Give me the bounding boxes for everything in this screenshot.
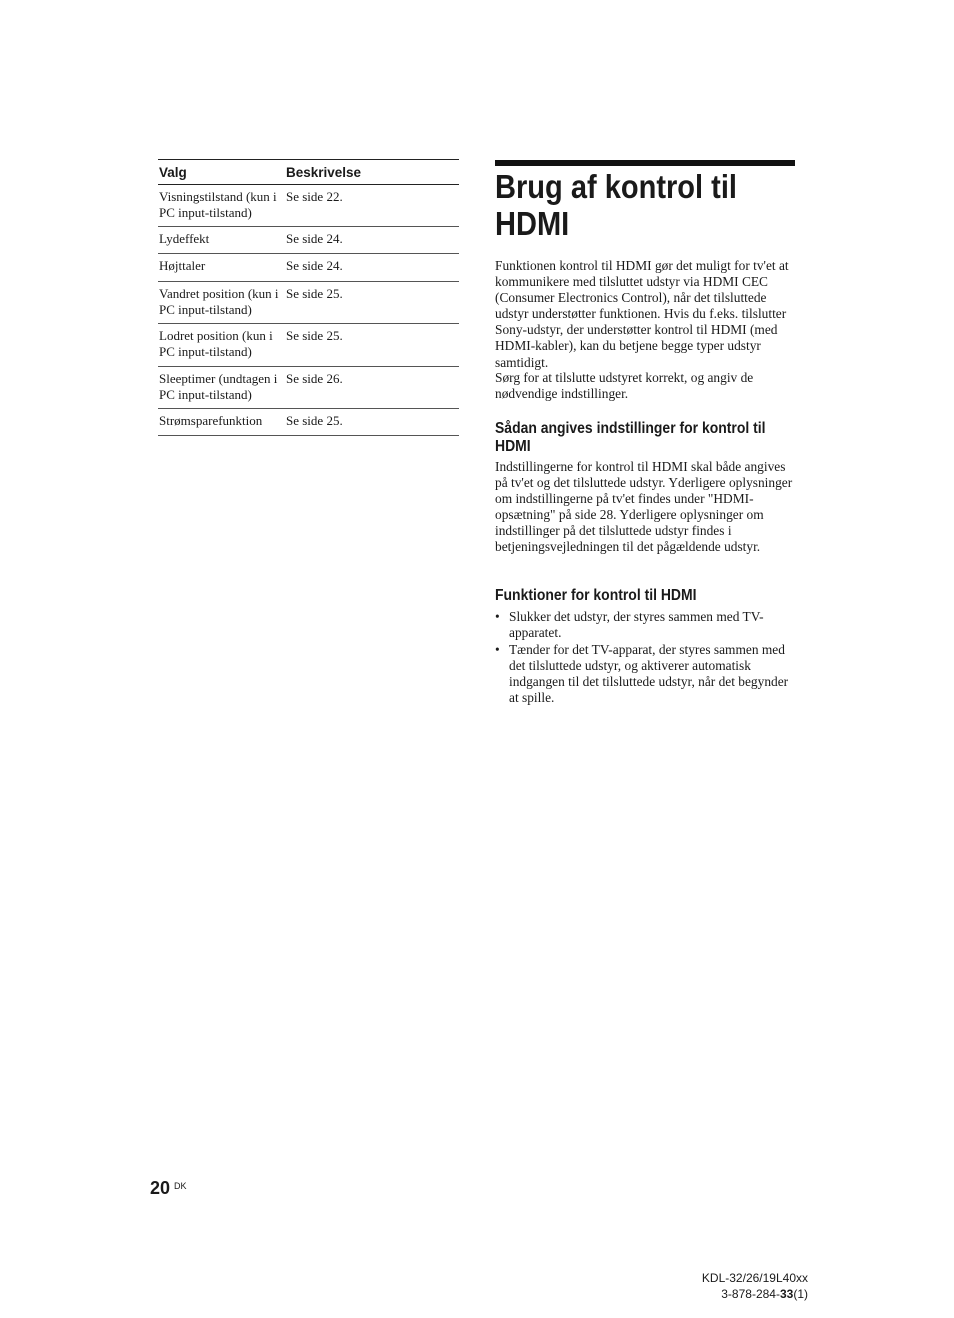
table-row [158, 367, 459, 409]
row-option: Lydeffekt [159, 231, 210, 246]
bullet-icon: • [495, 642, 500, 658]
row-option: Strømsparefunktion [159, 413, 263, 428]
list-item [495, 609, 795, 641]
table-row [158, 254, 459, 282]
document-code: 3-878-284-33(1) [721, 1287, 808, 1301]
page-title [495, 168, 794, 242]
row-option: Vandret position (kun i PC input-tilstand) [159, 286, 279, 317]
table-row [158, 409, 459, 436]
intro-paragraph: Funktionen kontrol til HDMI gør det muligt for tv'et at kommunikere med tilsluttet udstyr via HDMI CEC (Consumer Electronics Control), når det tilsluttede udstyr understøtter funktionen. Hvis du f.eks. tilslutter Sony-udstyr, der understøtter kontrol til HDMI (med HDMI-kabler), kan du betjene begge typer udstyr samtidigt. [495, 258, 789, 370]
table-header [158, 159, 459, 185]
page-number: 20 [150, 1178, 171, 1198]
table-row [158, 227, 459, 254]
row-description: Se side 24. [286, 258, 343, 273]
header-option: Valg [159, 164, 187, 180]
list-item-text: Slukker det udstyr, der styres sammen med TV-apparatet. [509, 609, 764, 641]
row-option: Højttaler [159, 258, 206, 273]
table-row [158, 324, 459, 367]
row-option: Visningstilstand (kun i PC input-tilstand) [159, 189, 277, 220]
functions-list [495, 609, 795, 708]
page-title-line2: HDMI [495, 205, 570, 242]
row-description: Se side 22. [286, 189, 343, 204]
row-option: Sleeptimer (undtagen i PC input-tilstand) [159, 371, 278, 402]
subheading-settings: Sådan angives indstillinger for kontrol til HDMI [495, 420, 766, 455]
list-item [495, 642, 795, 706]
row-option: Lodret position (kun i PC input-tilstand) [159, 328, 273, 359]
settings-paragraph: Indstillingerne for kontrol til HDMI skal både angives på tv'et og det tilsluttede udstyr. Yderligere oplysninger om indstillingerne på tv'et findes under "HDMI-opsætning" på side 28. Yderligere oplysninger om indstillinger på det tilsluttede udstyr findes i betjeningsvejledningen til det pågældende udstyr. [495, 459, 793, 555]
page-title-line1: Brug af kontrol til [495, 168, 737, 205]
subheading-functions: Funktioner for kontrol til HDMI [495, 587, 697, 604]
row-description: Se side 25. [286, 413, 343, 428]
row-description: Se side 26. [286, 371, 343, 386]
row-description: Se side 24. [286, 231, 343, 246]
row-description: Se side 25. [286, 328, 343, 343]
bullet-icon: • [495, 609, 500, 624]
list-item-text: Tænder for det TV-apparat, der styres sammen med det tilsluttede udstyr, og aktiverer automatisk indgangen til det tilsluttede udstyr, når det begynder at spille. [509, 642, 789, 706]
page-language-code: DK [174, 1181, 187, 1191]
table-row [158, 185, 459, 227]
options-table [158, 159, 459, 436]
intro-paragraph-2: Sørg for at tilslutte udstyret korrekt, og angiv de nødvendige indstillinger. [495, 370, 754, 402]
model-number: KDL-32/26/19L40xx [701, 1271, 808, 1285]
model-code [702, 1270, 808, 1302]
title-rule [495, 160, 795, 166]
table-row [158, 282, 459, 324]
header-description: Beskrivelse [286, 164, 362, 180]
row-description: Se side 25. [286, 286, 343, 301]
